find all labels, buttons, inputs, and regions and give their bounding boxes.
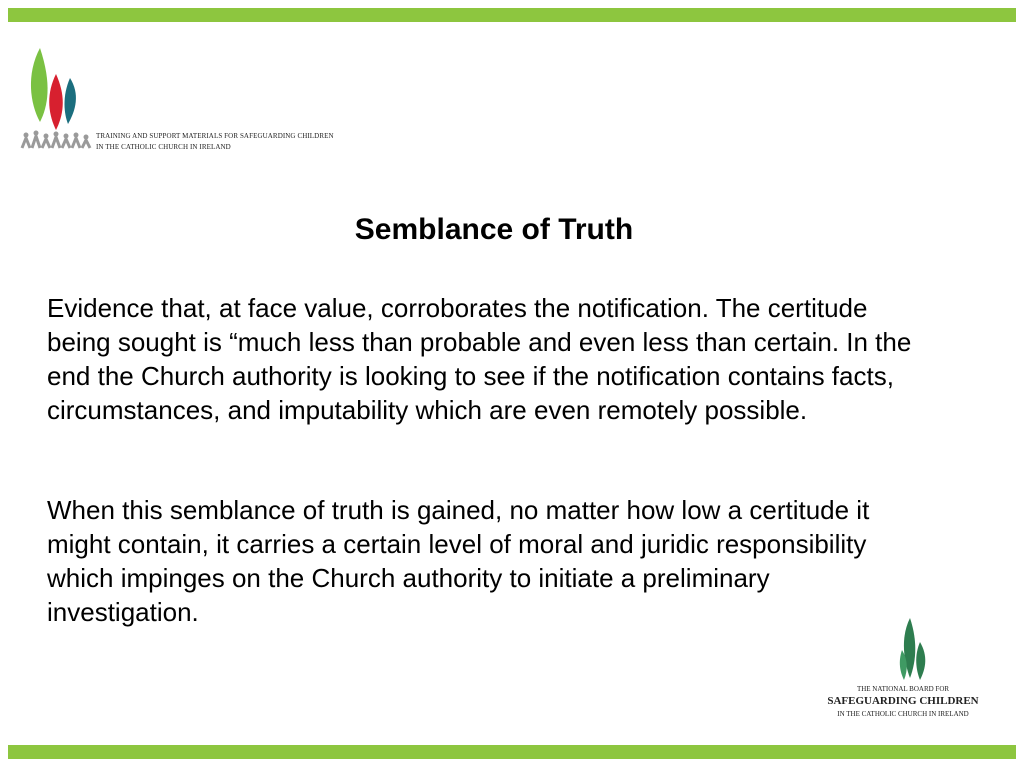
red-flame: [49, 74, 63, 130]
footer-flames-logo-icon: [896, 616, 936, 682]
bottom-accent-bar: [8, 745, 1016, 759]
header-line-2: IN THE CATHOLIC CHURCH IN IRELAND: [96, 143, 231, 151]
footer-organisation: [812, 684, 994, 719]
footer-line-2: SAFEGUARDING CHILDREN: [827, 695, 979, 707]
header-line-1: TRAINING AND SUPPORT MATERIALS FOR SAFEGUARDING CHILDREN: [96, 132, 334, 140]
body-paragraph-1: Evidence that, at face value, corroborates the notification. The certitude being sought is “much less than probable and even less than certain. In the end the Church authority is looking to see if the notification contains facts, circumstances, and imputability which are even remotely possible.: [47, 293, 912, 425]
flames-logo-icon: [18, 44, 100, 160]
slide-title: Semblance of Truth: [354, 213, 634, 246]
children-silhouettes: [22, 136, 90, 148]
footer-line-1: THE NATIONAL BOARD FOR: [856, 685, 950, 693]
teal-flame: [65, 78, 76, 124]
top-accent-bar: [8, 8, 1016, 22]
header-tagline: [96, 131, 334, 153]
footer-line-3: IN THE CATHOLIC CHURCH IN IRELAND: [837, 710, 969, 718]
green-flame: [31, 48, 48, 122]
body-paragraph-2: When this semblance of truth is gained, no matter how low a certitude it might contain, it carries a certain level of moral and juridic responsibility which impinges on the Church authority to initiate a preliminary investigation.: [47, 495, 870, 627]
